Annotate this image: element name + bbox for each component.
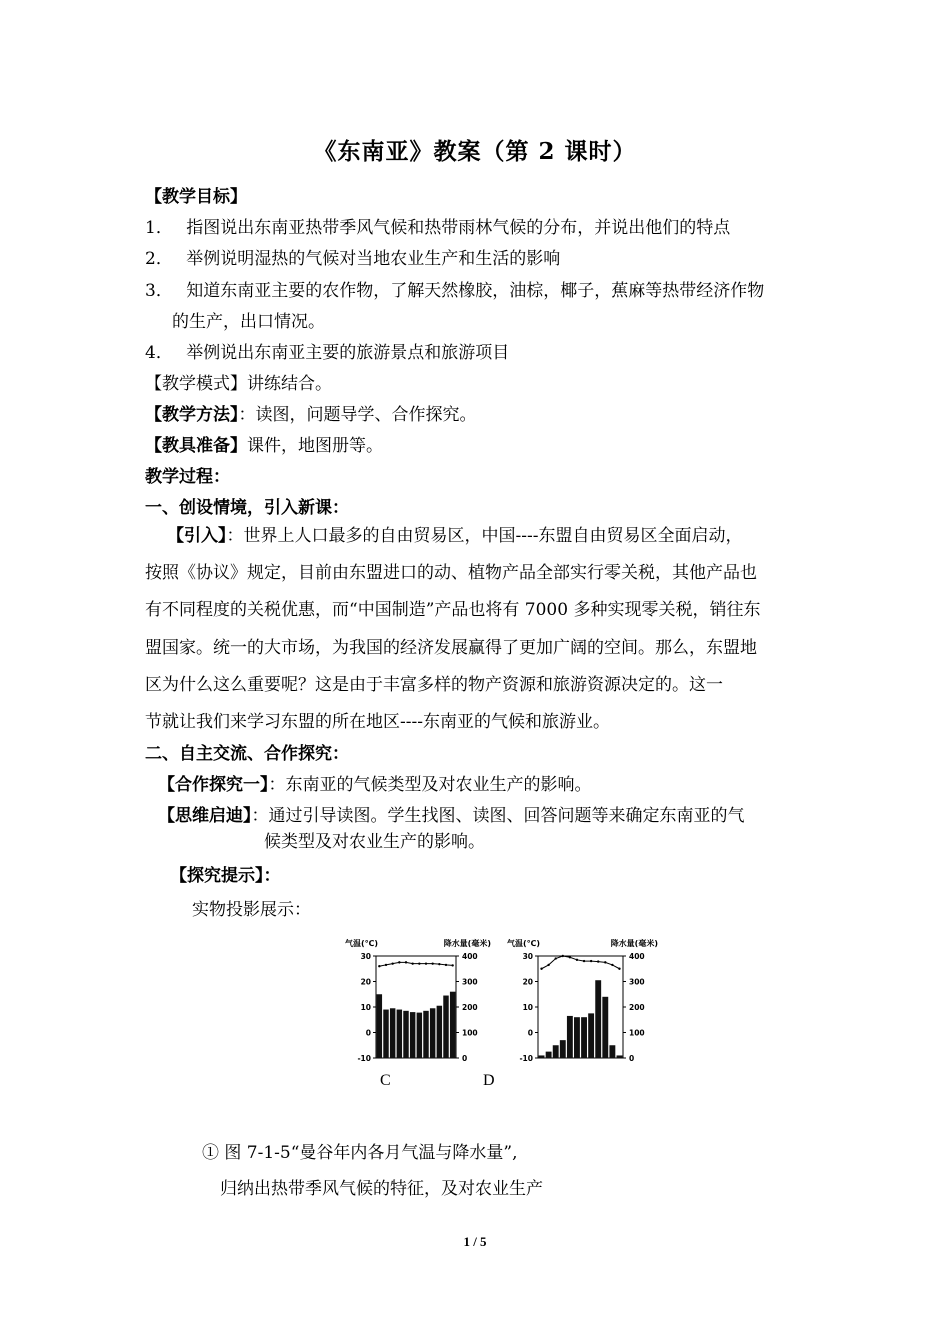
explore-one: [158, 774, 592, 796]
climate-chart-d: [505, 936, 660, 1072]
temp-line: [379, 962, 452, 966]
thinking-hint-cont: 候类型及对农业生产的影响。: [264, 832, 485, 852]
teaching-mode-label: 【教学模式】: [145, 374, 247, 394]
chart-c-label: C: [380, 1072, 391, 1089]
precip-tick-label: 300: [629, 977, 645, 987]
temp-point: [405, 961, 407, 963]
intro-line-1: [145, 518, 807, 555]
precip-tick-label: 400: [462, 952, 478, 961]
intro-line-4: 盟国家。统一的大市场，为我国的经济发展赢得了更加广阔的空间。那么，东盟地: [145, 637, 757, 658]
precip-bar: [397, 1010, 402, 1058]
precip-bar: [539, 1055, 545, 1058]
process-heading: 教学过程：: [145, 467, 230, 487]
precip-bar: [437, 1006, 442, 1058]
precip-tick-label: 100: [629, 1028, 645, 1038]
explore-one-text: ：东南亚的气候类型及对农业生产的影响。: [268, 775, 592, 795]
objective-text: 指图说出东南亚热带季风气候和热带雨林气候的分布，并说出他们的特点: [186, 218, 731, 238]
temp-point: [562, 955, 564, 957]
objective-num: 3．: [145, 281, 173, 301]
temp-point: [378, 965, 380, 967]
section2-heading: 二、自主交流、合作探究：: [145, 744, 349, 764]
precip-axis-title: 降水量(毫米): [443, 939, 491, 948]
intro-line-2: 按照《协议》规定，目前由东盟进口的动、植物产品全部实行零关税，其他产品也: [145, 563, 757, 584]
temp-point: [385, 964, 387, 966]
precip-tick-label: 0: [629, 1054, 635, 1063]
section1-heading: 一、创设情境，引入新课：: [145, 498, 349, 518]
temp-point: [438, 963, 440, 965]
thinking-hint-label: 【思维启迪】: [158, 806, 252, 826]
intro-line-6: 节就让我们来学习东盟的所在地区----东南亚的气候和旅游业。: [145, 712, 610, 733]
projection-text: 实物投影展示：: [192, 900, 311, 920]
temp-axis-title: 气温(℃): [507, 939, 540, 948]
objective-item-2: [145, 248, 560, 270]
precip-tick-label: 0: [462, 1054, 468, 1063]
question-1-line-1: ① 图 7-1-5“曼谷年内各月气温与降水量”,: [202, 1143, 518, 1163]
temp-axis-title: 气温(℃): [345, 939, 378, 948]
temp-point: [411, 962, 413, 964]
precip-bar: [567, 1016, 573, 1058]
temp-point: [425, 962, 427, 964]
explore-tip: [170, 865, 281, 887]
intro-text: ：世界上人口最多的自由贸易区，中国----东盟自由贸易区全面启动，: [226, 526, 743, 546]
intro-paragraph: [145, 518, 807, 741]
temp-tick-label: -10: [357, 1054, 371, 1063]
temp-point: [540, 968, 542, 970]
teaching-method-text: ：读图，问题导学、合作探究。: [238, 405, 477, 425]
objectives-heading: 【教学目标】: [145, 187, 247, 207]
precip-bar: [417, 1013, 422, 1058]
thinking-hint: [158, 805, 745, 827]
temp-tick-label: 10: [360, 1003, 371, 1012]
thinking-hint-text: ：通过引导读图。学生找图、读图、回答问题等来确定东南亚的气: [251, 806, 745, 826]
temp-point: [590, 960, 592, 962]
climate-chart-c: [343, 936, 493, 1072]
temp-point: [611, 964, 613, 966]
objective-num: 4．: [145, 343, 173, 363]
precip-bar: [609, 1045, 615, 1058]
page-title: 《东南亚》教案（第 2 课时）: [313, 138, 637, 165]
objective-item-3: [145, 280, 764, 302]
temp-tick-label: -10: [519, 1054, 533, 1063]
precip-bar: [423, 1011, 428, 1058]
intro-line-5: 区为什么这么重要呢？这是由于丰富多样的物产资源和旅游资源决定的。这一: [145, 674, 723, 695]
teaching-tools-label: 【教具准备】: [145, 436, 247, 456]
precip-bar: [377, 994, 382, 1058]
temp-point: [431, 962, 433, 964]
intro-label: 【引入】: [167, 526, 227, 546]
precip-bar: [602, 997, 608, 1058]
objective-text: 举例说出东南亚主要的旅游景点和旅游项目: [186, 343, 510, 363]
precip-bar: [574, 1017, 580, 1058]
explore-tip-label: 【探究提示】: [170, 866, 264, 886]
chart-d-label: D: [483, 1072, 495, 1089]
objective-text: 举例说明湿热的气候对当地农业生产和生活的影响: [186, 249, 561, 269]
intro-line-3: 有不同程度的关税优惠，而“中国制造”产品也将有 7000 多种实现零关税，销往东: [145, 600, 761, 621]
temp-line: [542, 956, 620, 969]
teaching-method: [145, 404, 477, 426]
precip-tick-label: 300: [462, 977, 478, 987]
precip-bar: [595, 980, 601, 1058]
temp-point: [597, 960, 599, 962]
precip-bar: [553, 1045, 559, 1058]
explore-tip-text: ：: [263, 866, 281, 886]
temp-point: [555, 957, 557, 959]
precip-bar: [410, 1012, 415, 1058]
question-1-line-2: 归纳出热带季风气候的特征，及对农业生产: [220, 1179, 543, 1199]
objective-item-1: [145, 217, 730, 239]
precip-axis-title: 降水量(毫米): [610, 939, 658, 948]
precip-bar: [581, 1017, 587, 1058]
plot-frame: [538, 956, 623, 1058]
temp-point: [547, 964, 549, 966]
temp-point: [583, 960, 585, 962]
climate-chart-d-svg: [505, 936, 660, 1068]
temp-point: [418, 962, 420, 964]
objective-text: 知道东南亚主要的农作物，了解天然橡胶，油棕，椰子，蕉麻等热带经济作物: [186, 281, 765, 301]
temp-tick-label: 0: [527, 1028, 533, 1038]
temp-tick-label: 30: [360, 952, 371, 961]
teaching-mode-text: 讲练结合。: [247, 374, 332, 394]
precip-tick-label: 400: [629, 952, 645, 961]
teaching-mode: [145, 373, 332, 395]
climate-chart-c-svg: [343, 936, 493, 1068]
teaching-method-label: 【教学方法】: [145, 405, 239, 425]
temp-point: [618, 968, 620, 970]
precip-bar: [403, 1011, 408, 1058]
teaching-tools: [145, 435, 383, 457]
page-number: 1 / 5: [463, 1234, 487, 1249]
temp-point: [451, 964, 453, 966]
objective-num: 2．: [145, 249, 173, 269]
temp-tick-label: 20: [522, 977, 533, 987]
precip-bar: [383, 1010, 388, 1058]
objective-item-4: [145, 342, 509, 364]
temp-point: [445, 964, 447, 966]
temp-point: [576, 959, 578, 961]
temp-tick-label: 30: [522, 952, 533, 961]
precip-tick-label: 200: [629, 1003, 645, 1012]
precip-bar: [560, 1040, 566, 1058]
precip-tick-label: 200: [462, 1003, 478, 1012]
precip-bar: [588, 1013, 594, 1058]
precip-bar: [450, 992, 455, 1058]
precip-bar: [430, 1008, 435, 1058]
precip-bar: [617, 1055, 623, 1058]
explore-one-label: 【合作探究一】: [158, 775, 269, 795]
precip-bar: [443, 996, 448, 1058]
temp-tick-label: 20: [360, 977, 371, 987]
teaching-tools-text: 课件，地图册等。: [247, 436, 383, 456]
temp-point: [398, 961, 400, 963]
temp-point: [391, 962, 393, 964]
objective-item-3-cont: 的生产，出口情况。: [172, 312, 325, 332]
precip-tick-label: 100: [462, 1028, 478, 1038]
objective-num: 1．: [145, 218, 173, 238]
precip-bar: [546, 1052, 552, 1058]
temp-point: [604, 961, 606, 963]
temp-tick-label: 0: [365, 1028, 371, 1038]
precip-bar: [390, 1008, 395, 1058]
temp-tick-label: 10: [522, 1003, 533, 1012]
temp-point: [569, 956, 571, 958]
